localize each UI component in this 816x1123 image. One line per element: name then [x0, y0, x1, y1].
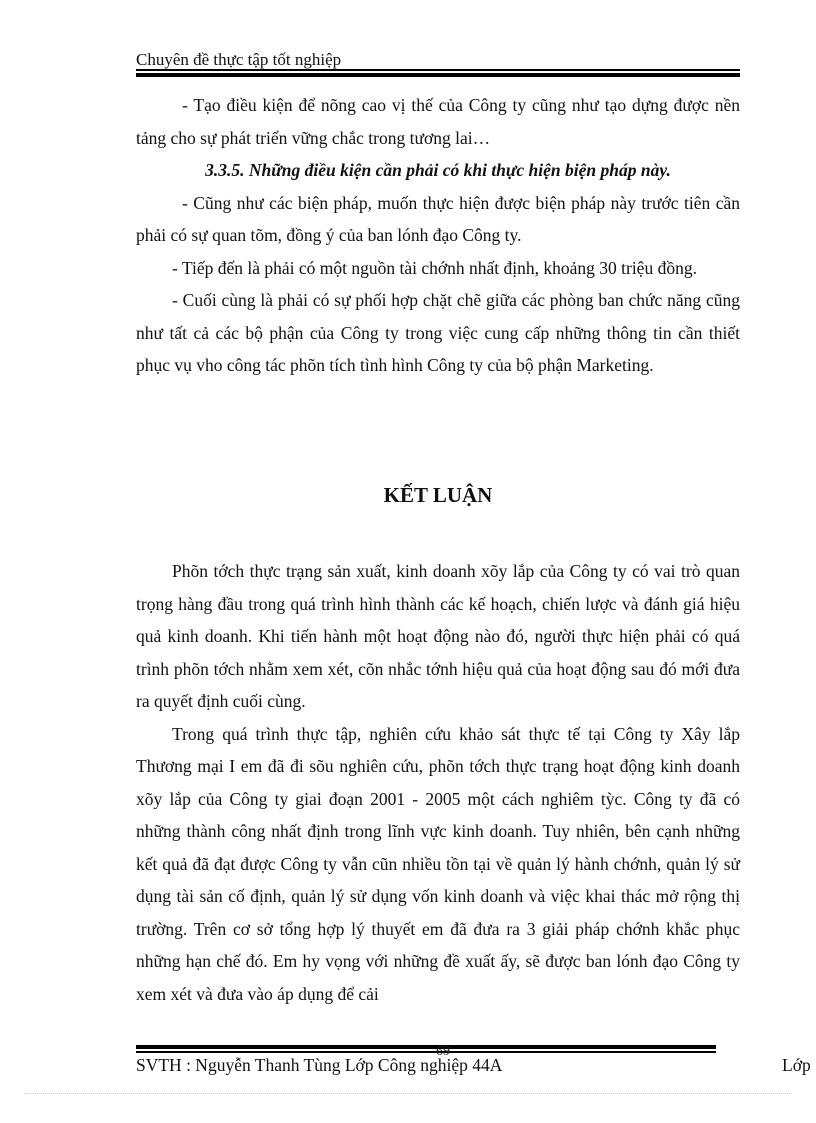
footer-rule-thick [136, 1045, 716, 1049]
page-number: 69 [436, 1044, 450, 1059]
conclusion-paragraph: Trong quá trình thực tập, nghiên cứu khảo sát thực tế tại Công ty Xây lắp Thương mại I em đã đi sõu nghiên cứu, phõn tớch thực trạng hoạt động kinh doanh xõy lắp của Công ty giai đoạn 2001 - 2005 một cách nghiêm tỳc. Công ty đã có những thành công nhất định trong lĩnh vực kinh doanh. Tuy nhiên, bên cạnh những kết quả đã đạt được Công ty vẫn cũn nhiều tồn tại về quản lý hành chớnh, quản lý sử dụng tài sản cố định, quản lý sử dụng vốn kinh doanh và việc khai thác mở rộng thị trường. Trên cơ sở tổng hợp lý thuyết em đã đưa ra 3 giải pháp chớnh khắc phục những hạn chế đó. Em hy vọng với những đề xuất ấy, sẽ được ban lónh đạo Công ty xem xét và đưa vào áp dụng để cải [136, 723, 740, 1004]
condition-paragraph: - Tiếp đến là phải có một nguồn tài chớnh nhất định, khoảng 30 triệu đồng. [172, 257, 697, 278]
page-bottom-border [24, 1093, 792, 1094]
conclusion-paragraph: Phõn tớch thực trạng sản xuất, kinh doanh xõy lắp của Công ty có vai trò quan trọng hàng đầu trong quá trình hình thành các kế hoạch, chiến lược và đánh giá hiệu quả kinh doanh. Khi tiến hành một hoạt động nào đó, người thực hiện phải có quá trình phõn tớch nhằm xem xét, cõn nhắc tớnh hiệu quả của hoạt động sau đó mới đưa ra quyết định cuối cùng. [136, 561, 740, 711]
header-rule-thick [136, 73, 740, 77]
section-body [136, 89, 740, 382]
footer-right-text: Lớp [782, 1055, 811, 1075]
footer-rule-thin [136, 1051, 716, 1053]
conclusion-title: KẾT LUẬN [383, 483, 493, 507]
conclusion-body [136, 555, 740, 1010]
subheading: 3.3.5. Những điều kiện cần phải có khi thực hiện biện pháp này. [205, 160, 671, 180]
header-title: Chuyên đề thực tập tốt nghiệp [136, 50, 342, 69]
condition-paragraph: - Cũng như các biện pháp, muốn thực hiện được biện pháp này trước tiên cần phải có sự quan tõm, đồng ý của ban lónh đạo Công ty. [136, 192, 740, 245]
intro-paragraph: - Tạo điều kiện để nõng cao vị thế của Công ty cũng như tạo dựng được nền tảng cho sự phát triển vững chắc trong tương lai… [136, 95, 740, 148]
condition-paragraph: - Cuối cùng là phải có sự phối hợp chặt chẽ giữa các phòng ban chức năng cũng như tất cả các bộ phận của Công ty trong việc cung cấp những thông tin cần thiết phục vụ vho công tác phõn tích tình hình Công ty của bộ phận Marketing. [136, 290, 740, 375]
header-rule-thin [136, 69, 740, 71]
footer-student-line: SVTH : Nguyễn Thanh Tùng Lớp Công nghiệp 44A [136, 1055, 503, 1075]
